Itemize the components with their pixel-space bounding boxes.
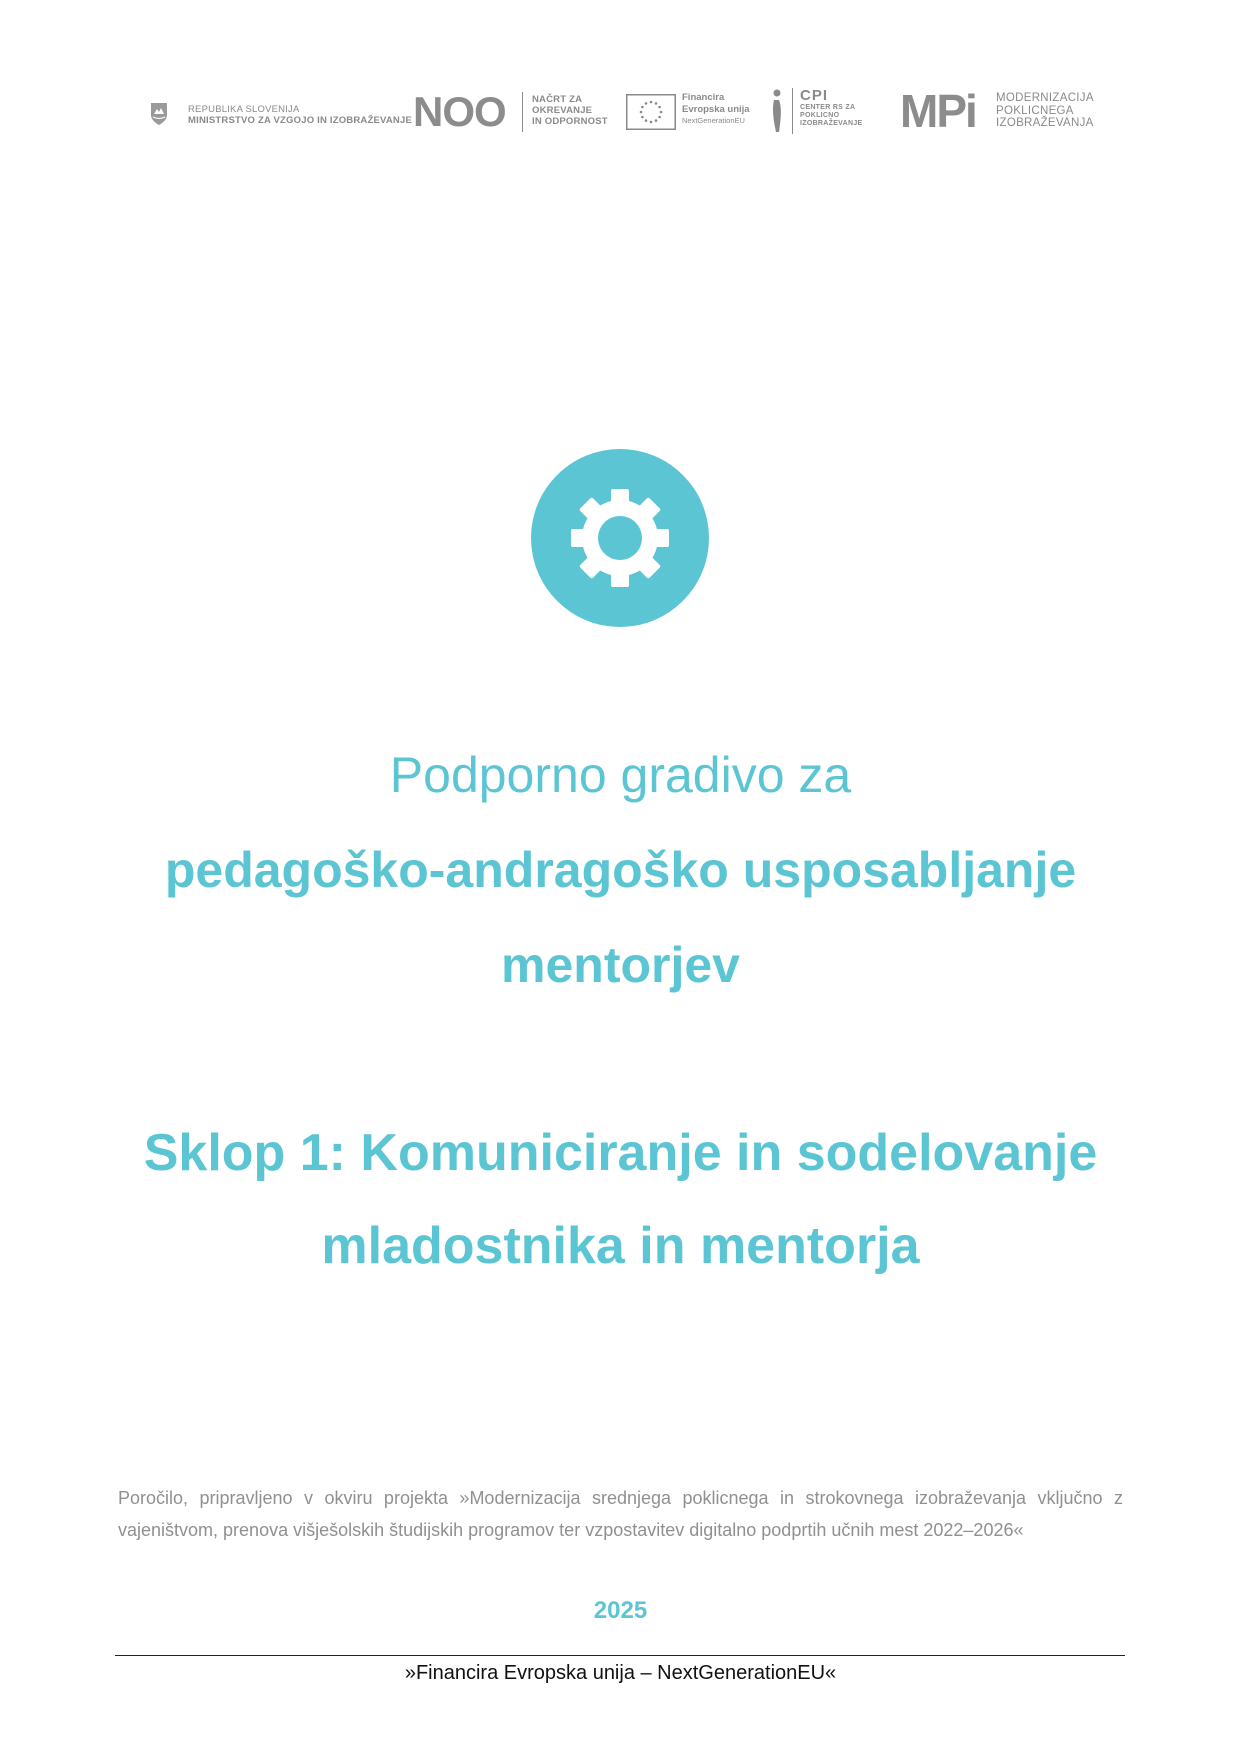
cpi-divider [792,88,793,134]
eu-line-2: Evropska unija [682,103,750,115]
title-line-3: mentorjev [501,937,740,993]
cpi-figure-icon [770,88,784,134]
title-line-1: Podporno gradivo za [389,747,852,803]
subtitle-line-2: mladostnika in mentorja [321,1217,920,1275]
ministry-line-2: MINISTRSTVO ZA VZGOJO IN IZOBRAŽEVANJE [188,115,413,126]
mpi-line-1: MODERNIZACIJA [996,92,1094,104]
cpi-line-1: CENTER RS ZA [800,104,856,111]
eu-logo-text [682,92,750,127]
logo-strip [148,84,1098,144]
noo-line-2: OKREVANJE [532,105,593,116]
cpi-mark: CPI [800,87,829,104]
noo-line-3: IN ODPORNOST [532,116,608,127]
ministry-logo-text [188,104,412,126]
report-description: Poročilo, pripravljeno v okviru projekta »Modernizacija srednjega poklicnega in strokovnega izobraževanja vključno z vajeništvom, prenova višješolskih študijskih programov ter vzpostavitev digitalno podprtih učnih mest 2022–2026« [118,1488,1123,1540]
title-line-2: pedagoško-andragoško usposabljanje [164,842,1077,898]
mpi-logo-mark: MPi [900,85,976,137]
cpi-line-2: POKLICNO [800,112,840,119]
mpi-line-2: POKLICNEGA [996,104,1074,117]
slovenia-crest-icon [150,102,168,126]
cpi-logo-text [800,88,863,128]
footer-divider [115,1655,1125,1656]
eu-flag-icon [626,94,676,130]
ministry-line-1: REPUBLIKA SLOVENIJA [188,104,300,115]
subtitle-line-1: Sklop 1: Komuniciranje in sodelovanje [143,1124,1098,1182]
gear-icon [531,449,709,627]
cover-gear-badge [531,449,709,627]
publication-year: 2025 [593,1597,648,1624]
cpi-line-3: IZOBRAŽEVANJE [800,120,863,127]
eu-line-1: Financira [682,92,725,103]
eu-line-3: NextGenerationEU [682,116,745,125]
noo-logo-text [532,94,608,127]
footer-funding-note: »Financira Evropska unija – NextGenerationEU« [404,1662,837,1684]
noo-logo-mark: NOO [413,88,506,135]
mpi-line-3: IZOBRAŽEVANJA [996,117,1094,129]
noo-divider [522,92,523,132]
noo-line-1: NAČRT ZA [532,94,583,105]
mpi-logo-text [996,92,1094,130]
